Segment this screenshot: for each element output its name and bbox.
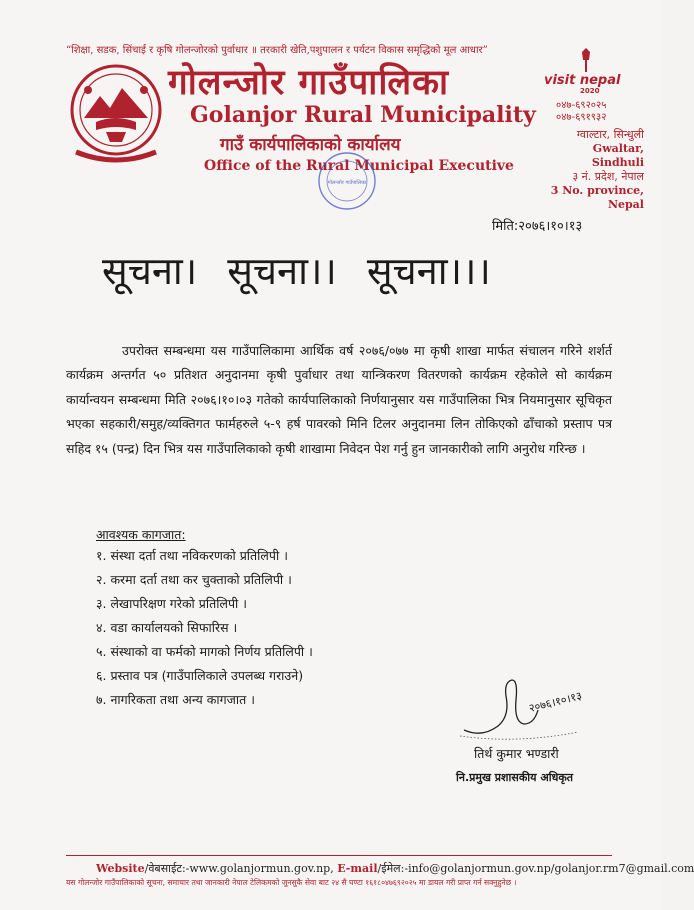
- documents-list: [96, 544, 313, 712]
- contact-phones: [556, 100, 606, 124]
- signature: [458, 670, 600, 746]
- list-item: ४. वडा कार्यालयको सिफारिस ।: [96, 620, 238, 635]
- list-item: ७. नागरिकता तथा अन्य कागजात ।: [96, 692, 255, 707]
- office-title-np: गाउँ कार्यपालिकाको कार्यालय: [220, 135, 401, 155]
- documents-heading: आवश्यक कागजात:: [96, 527, 186, 542]
- notice-body: उपरोक्त सम्बन्धमा यस गाउँपालिकामा आर्थिक वर्ष २०७६/०७७ मा कृषी शाखा मार्फत संचालन गरिने शर्शर्त कार्यक्रम अन्तर्गत ५० प्रतिशत अनुदानमा कृषी पुर्वाधार तथा यान्त्रिकरण वितरणको कार्यक्रम रहेकोले सो कार्यक्रम कार्यान्वयन सम्बन्धमा मिति २०७६।१०।०३ गतेको कार्यपालिकाको निर्णयानुसार यस गाउँपालिका भित्र नियमानुसार सूचिकृत भएका सहकारी/समुह/व्यक्तिगत फार्महरुले ५-९ हर्ष पावरको मिनि टिलर अनुदानमा लिन तोकिएको ढाँचाको प्रस्ताप पत्र सहिद १५ (पन्द्र) दिन भित्र यस गाउँपालिकाको कृषी शाखामा निवेदन पेश गर्नु हुन जानकारीको लागि अनुरोध गरिन्छ ।: [66, 342, 612, 456]
- stamp-text: गोलन्जोर गाउँपालिका: [327, 180, 367, 186]
- signer-title: नि.प्रमुख प्रशासकीय अधिकृत: [456, 771, 574, 784]
- notice-date: मिति:२०७६।१०।१३: [492, 219, 583, 234]
- email-label: E-mail: [337, 862, 378, 875]
- list-item: १. संस्था दर्ता तथा नविकरणको प्रतिलिपी ।: [96, 548, 288, 563]
- municipality-title-en: Golanjor Rural Municipality: [190, 102, 536, 128]
- website-link[interactable]: :-www.golanjormun.gov.np,: [181, 862, 334, 875]
- phone-2: ०४७-६९१९३२: [556, 112, 607, 123]
- address-en: Gwaltar, Sindhuli: [591, 142, 644, 169]
- visit-nepal-logo-year: 2020: [580, 87, 600, 95]
- visit-nepal-logo: [540, 48, 621, 95]
- phone-1: ०४७-६९२०२५: [556, 100, 607, 111]
- footer-note: यस गोलन्जोर गाउँपालिकाको सूचना, समाचार तथा जानकारी नेपाल टेलिकमको जुनसुकै सेवा बाट २४ सै घण्टा १६१८०४७६९२०२५ मा डायल गरी प्राप्त गर्न सक्नुहुनेछ ।: [66, 878, 517, 887]
- municipality-title-np: गोलन्जोर गाउँपालिका: [168, 63, 450, 103]
- office-title-en: Office of the Rural Municipal Executive: [204, 158, 514, 174]
- notice-heading: सूचना। सूचना।। सूचना।।।: [102, 249, 491, 293]
- list-item: ३. लेखापरिक्षण गरेको प्रतिलिपी ।: [96, 596, 248, 611]
- signer-name: तिर्थ कुमार भण्डारी: [474, 746, 559, 761]
- province-en: 3 No. province, Nepal: [550, 184, 644, 211]
- email-label-np: /ईमेल: [377, 862, 401, 875]
- list-item: २. करमा दर्ता तथा कर चुक्ताको प्रतिलिपी ।: [96, 572, 292, 587]
- list-item: ५. संस्थाको वा फर्मको मागको निर्णय प्रतिलिपी ।: [96, 644, 313, 659]
- address-block: [548, 128, 644, 212]
- motto: “शिक्षा, सडक, सिंचाई र कृषि गोलन्जोरको पुर्वाधार ॥ तरकारी खेति,पशुपालन र पर्यटन विकास समृद्धिको मूल आधार”: [66, 45, 488, 56]
- website-label-np: /वेबसाईट: [144, 862, 182, 875]
- list-item: ६. प्रस्ताव पत्र (गाउँपालिकाले उपलब्ध गराउने): [96, 668, 304, 683]
- footer-divider: [66, 855, 612, 856]
- province-np: ३ नं. प्रदेश, नेपाल: [572, 170, 644, 183]
- address-np: ग्वाल्टार, सिन्धुली: [576, 128, 644, 141]
- office-stamp: [316, 150, 378, 216]
- nepal-emblem-icon: [66, 60, 166, 170]
- website-label: Website: [96, 862, 145, 875]
- footer-contact: [96, 861, 694, 876]
- visit-nepal-logo-text: visit nepal: [544, 73, 621, 88]
- handwritten-date: २०७६।१०।१३: [527, 689, 584, 715]
- email-link[interactable]: :-info@golanjormun.gov.np/golanjor.rm7@gmail.com: [400, 862, 694, 875]
